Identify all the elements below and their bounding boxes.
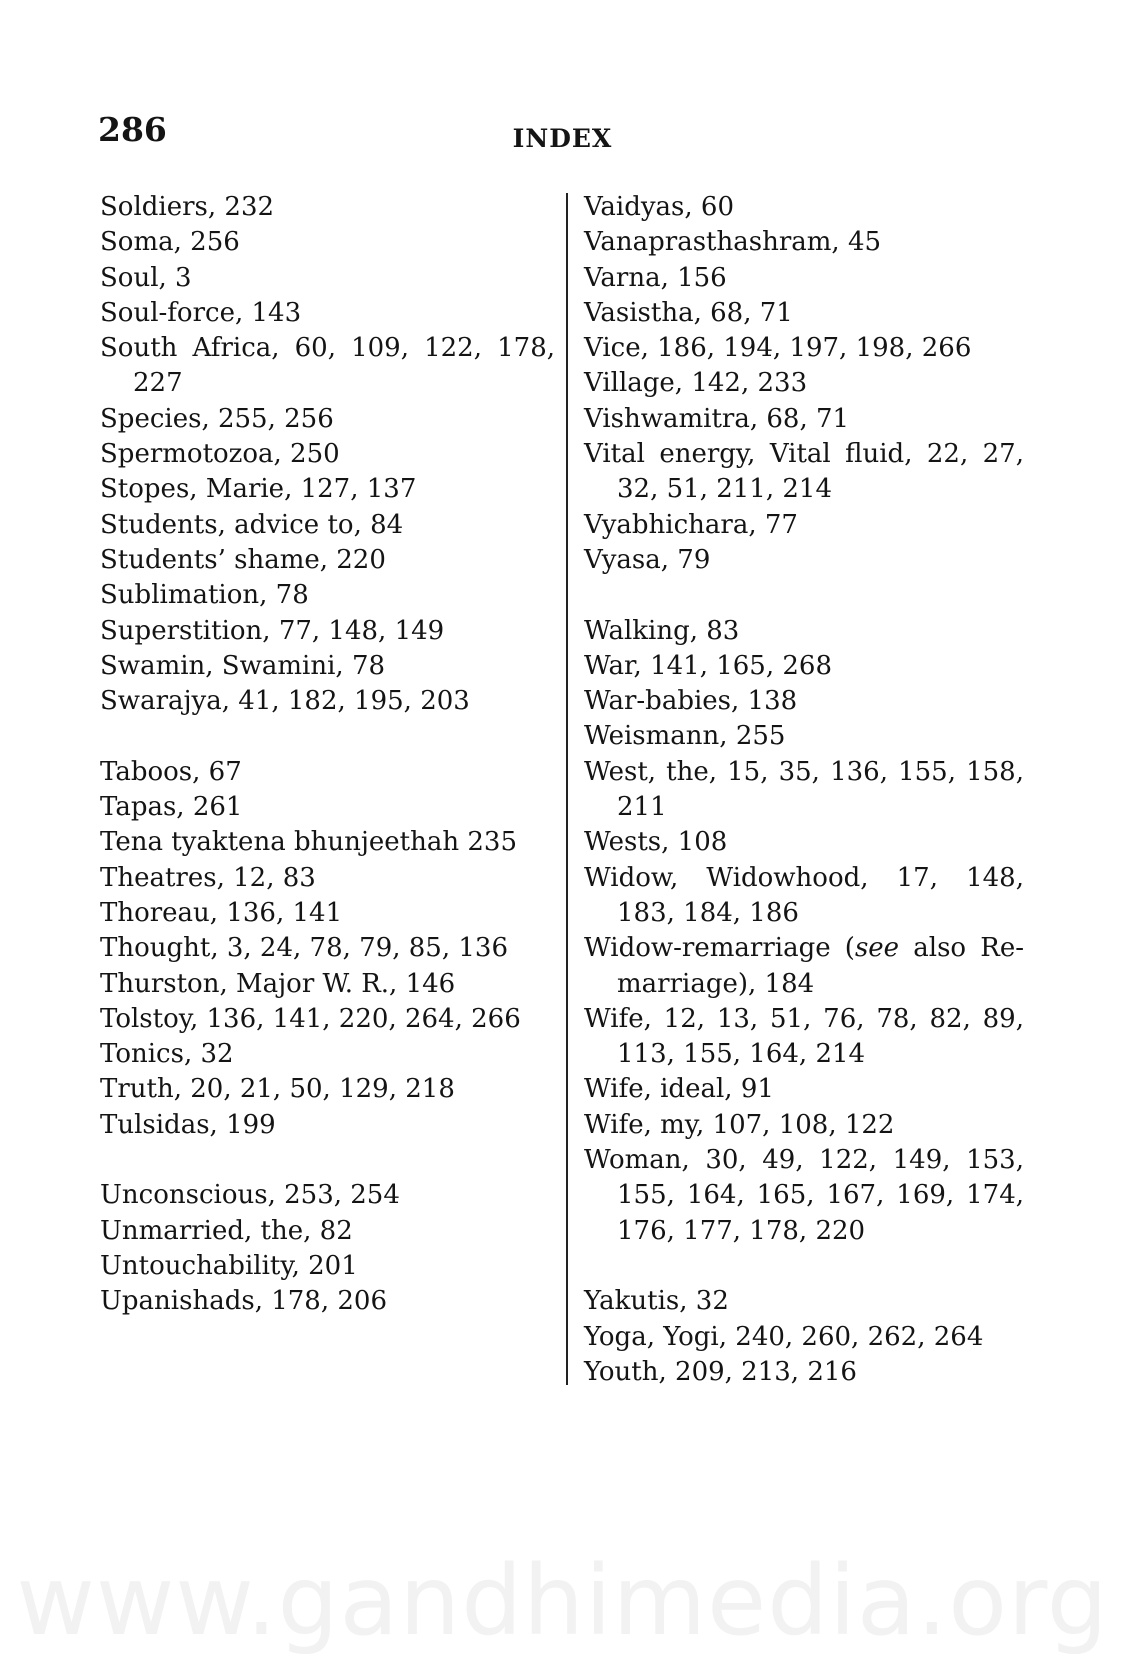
section-gap [100,1143,555,1178]
section-gap [100,719,555,754]
page-title: INDEX [512,124,613,153]
index-entry: Village, 142, 233 [584,368,808,399]
index-entry: Swamin, Swamini, 78 [100,650,386,681]
index-entry: Unconscious, 253, 254 [100,1180,400,1211]
section-gap [584,1249,1024,1284]
index-entry: Vyasa, 79 [584,544,711,575]
index-entry: Youth, 209, 213, 216 [584,1356,857,1387]
index-entry: West, the, 15, 35, 136, 155, 158, 211 [584,756,1024,823]
index-entry: Woman, 30, 49, 122, 149, 153, 155, 164, 165, 167, 169, 174, 176, 177, 178, 220 [584,1145,1024,1246]
index-entry: Tena tyaktena bhunjeethah 235 [100,827,518,858]
index-entry: Vyabhichara, 77 [584,509,798,540]
index-entry: Soma, 256 [100,227,240,258]
index-column-right [584,190,1024,1390]
index-entry: Weismann, 255 [584,721,786,752]
column-divider [566,193,568,1385]
index-entry-text: Widow-remarriage ( [584,933,855,964]
index-entry: Vishwamitra, 68, 71 [584,403,850,434]
index-entry: Wests, 108 [584,827,728,858]
index-entry: Taboos, 67 [100,756,242,787]
index-entry: Swarajya, 41, 182, 195, 203 [100,686,470,717]
index-entry: Wife, ideal, 91 [584,1074,774,1105]
index-column-left [100,190,555,1320]
index-entry: Untouchability, 201 [100,1250,358,1281]
index-entry: Varna, 156 [584,262,727,293]
index-entry: Truth, 20, 21, 50, 129, 218 [100,1074,455,1105]
index-entry: Students, advice to, 84 [100,509,404,540]
index-entry: Wife, my, 107, 108, 122 [584,1109,895,1140]
index-entry: War, 141, 165, 268 [584,650,833,681]
index-entry: Tonics, 32 [100,1039,234,1070]
index-entry: Superstition, 77, 148, 149 [100,615,445,646]
index-entry: Sublimation, 78 [100,580,309,611]
index-entry: Yoga, Yogi, 240, 260, 262, 264 [584,1321,984,1352]
watermark: www.gandhimedia.org [16,1545,1109,1657]
index-entry: Upanishads, 178, 206 [100,1286,388,1317]
index-entry: Tulsidas, 199 [100,1109,276,1140]
index-entry: Species, 255, 256 [100,403,334,434]
index-entry: Vital energy, Vital fluid, 22, 27, 32, 51, 211, 214 [584,439,1024,505]
index-entry: Thoreau, 136, 141 [100,897,343,928]
index-entry [584,931,1024,1002]
index-entry: Vasistha, 68, 71 [584,297,793,328]
index-entry: Soldiers, 232 [100,192,275,222]
index-entry: Spermotozoa, 250 [100,439,340,470]
index-entry: Tapas, 261 [100,792,243,823]
index-entry: Vanaprasthashram, 45 [584,227,882,258]
index-entry: Tolstoy, 136, 141, 220, 264, 266 [100,1003,521,1034]
index-entry: South Africa, 60, 109, 122, 178, 227 [100,333,555,399]
index-entry: Walking, 83 [584,615,740,646]
index-entry-text: also Re-marriage), 184 [617,933,1024,999]
section-gap [584,578,1024,613]
index-entry: Thurston, Major W. R., 146 [100,968,456,999]
index-entry: Vice, 186, 194, 197, 198, 266 [584,333,972,364]
index-entry: War-babies, 138 [584,686,798,717]
index-entry-italic: see [854,933,900,964]
index-entry: Stopes, Marie, 127, 137 [100,474,417,505]
index-entry: Soul, 3 [100,262,192,293]
index-entry: Students’ shame, 220 [100,544,386,575]
index-entry: Soul-force, 143 [100,297,302,328]
page-number: 286 [98,110,167,149]
index-entry: Yakutis, 32 [584,1286,729,1317]
index-entry: Theatres, 12, 83 [100,862,316,893]
index-entry: Widow, Widowhood, 17, 148, 183, 184, 186 [584,862,1024,928]
index-entry: Vaidyas, 60 [584,192,734,222]
index-entry: Unmarried, the, 82 [100,1215,353,1246]
index-entry: Thought, 3, 24, 78, 79, 85, 136 [100,933,509,964]
index-entry: Wife, 12, 13, 51, 76, 78, 82, 89, 113, 155, 164, 214 [584,1003,1024,1070]
